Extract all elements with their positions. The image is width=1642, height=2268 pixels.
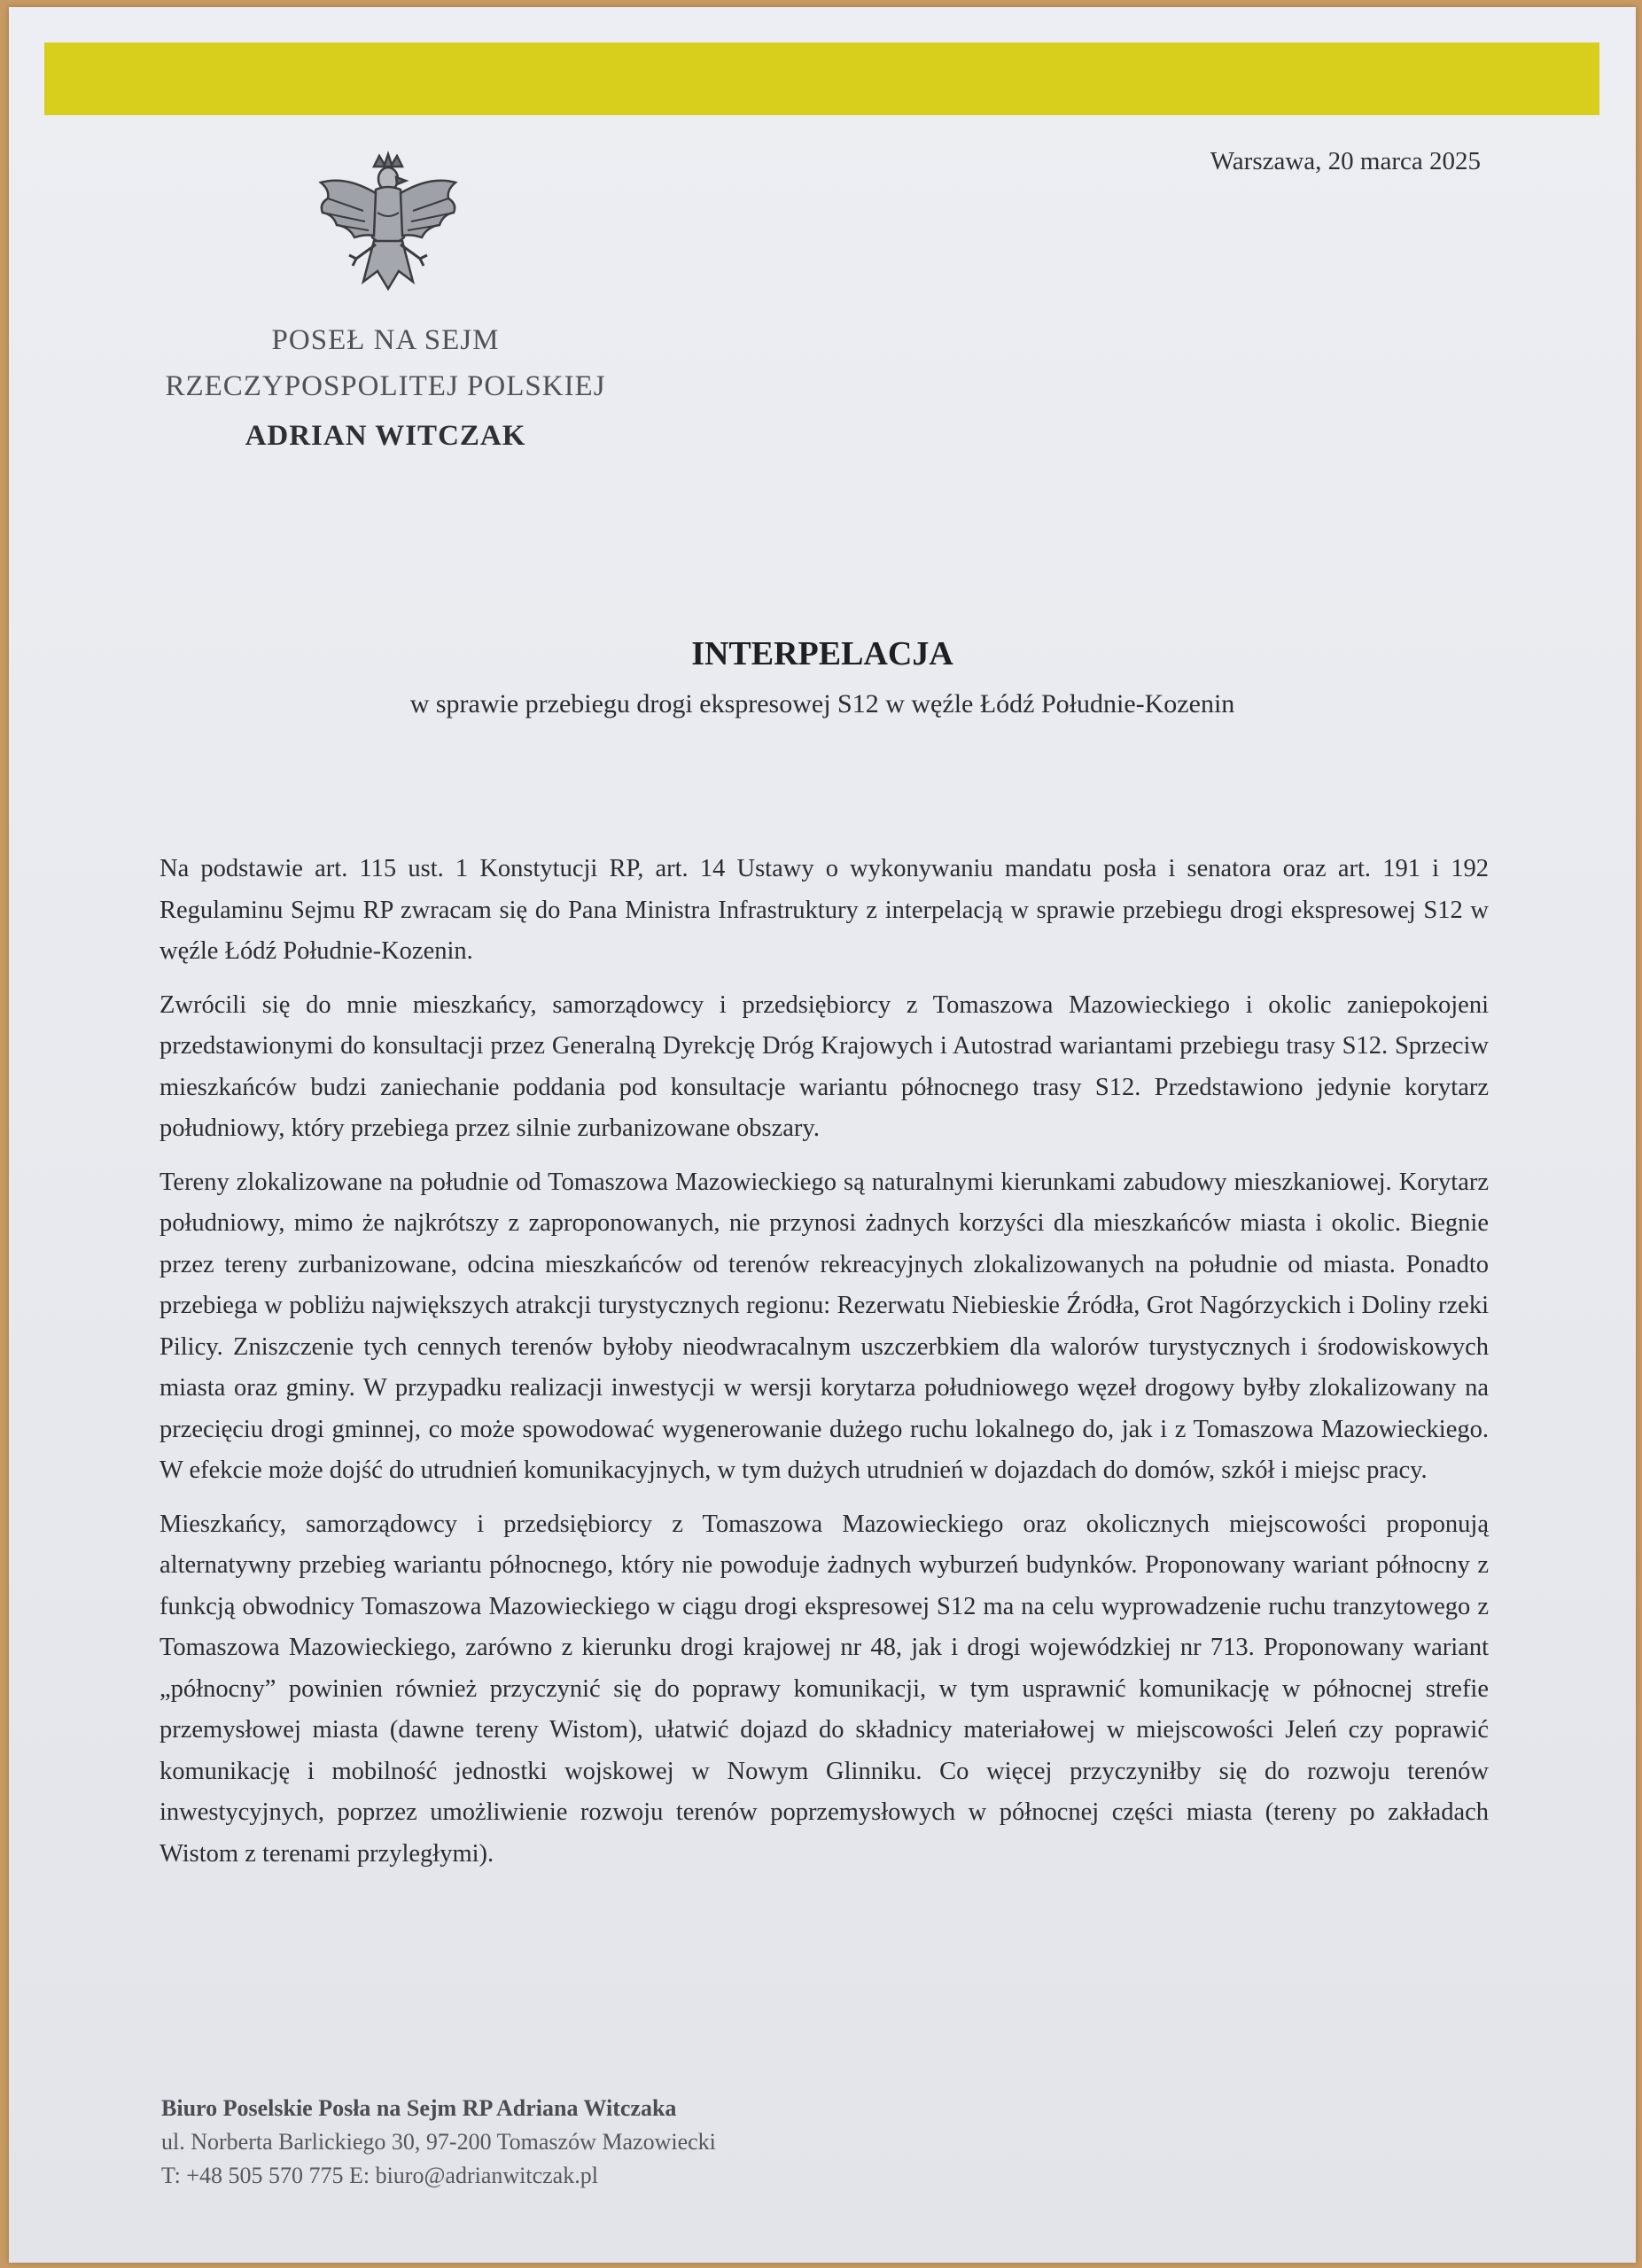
body-paragraph: Na podstawie art. 115 ust. 1 Konstytucji RP, art. 14 Ustawy o wykonywaniu mandatu posła i senatora oraz art. 191 i 192 Regulaminu Sejmu RP zwracam się do Pana Ministra Infrastruktury z interpelacją w sprawie przebiegu drogi ekspresowej S12 w węźle Łódź Południe-Kozenin.: [160, 855, 1489, 965]
footer-office-name: Biuro Poselskie Posła na Sejm RP Adriana Witczaka: [161, 2095, 677, 2121]
polish-eagle-emblem-icon: [310, 149, 465, 304]
issuer-block: [133, 317, 638, 462]
body-paragraph: Mieszkańcy, samorządowcy i przedsiębiorcy z Tomaszowa Mazowieckiego oraz okolicznych miejscowości proponują alternatywny przebieg wariantu północnego, który nie powoduje żadnych wyburzeń budynków. Proponowany wariant północny z funkcją obwodnicy Tomaszowa Mazowieckiego w ciągu drogi ekspresowej S12 ma na celu wyprowadzenie ruchu tranzytowego z Tomaszowa Mazowieckiego, zarówno z kierunku drogi krajowej nr 48, jak i drogi wojewódzkiej nr 713. Proponowany wariant „północny” powinien również przyczynić się do poprawy komunikacji, w tym usprawnić komunikację w północnej strefie przemysłowej miasta (dawne tereny Wistom), ułatwić dojazd do składnicy materiałowej w miejscowości Jeleń czy poprawić komunikację i mobilność jednostki wojskowej w Nowym Glinniku. Co więcej przyczyniłby się do rozwoju terenów inwestycyjnych, poprzez umożliwienie rozwoju terenów poprzemysłowych w północnej części miasta (tereny po zakładach Wistom z terenami przyległymi).: [160, 1510, 1489, 1868]
footer-contact: T: +48 505 570 775 E: biuro@adrianwitczak.pl: [161, 2163, 598, 2188]
issuer-name: ADRIAN WITCZAK: [245, 420, 526, 452]
footer-address: ul. Norberta Barlickiego 30, 97-200 Tomaszów Mazowiecki: [161, 2129, 716, 2155]
office-title-line2: RZECZYPOSPOLITEJ POLSKIEJ: [165, 370, 606, 402]
body-paragraph: Tereny zlokalizowane na południe od Tomaszowa Mazowieckiego są naturalnymi kierunkami zabudowy mieszkaniowej. Korytarz południowy, mimo że najkrótszy z zaproponowanych, nie przynosi żadnych korzyści dla mieszkańców miasta i okolic. Biegnie przez tereny zurbanizowane, odcina mieszkańców od terenów rekreacyjnych zlokalizowanych na południe od miasta. Ponadto przebiega w pobliżu największych atrakcji turystycznych regionu: Rezerwatu Niebieskie Źródła, Grot Nagórzyckich i Doliny rzeki Pilicy. Zniszczenie tych cennych terenów byłoby nieodwracalnym uszczerbkiem dla walorów turystycznych i środowiskowych miasta oraz gminy. W przypadku realizacji inwestycji w wersji korytarza południowego węzeł drogowy byłby zlokalizowany na przecięciu drogi gminnej, co może spowodować wygenerowanie dużego ruchu lokalnego do, jak i z Tomaszowa Mazowieckiego. W efekcie może dojść do utrudnień komunikacyjnych, w tym dużych utrudnień w dojazdach do domów, szkół i miejsc pracy.: [160, 1168, 1489, 1484]
office-title-line1: POSEŁ NA SEJM: [271, 324, 500, 356]
body-paragraph: Zwrócili się do mnie mieszkańcy, samorządowcy i przedsiębiorcy z Tomaszowa Mazowieckiego i okolic zaniepokojeni przedstawionymi do konsultacji przez Generalną Dyrekcję Dróg Krajowych i Autostrad wariantami przebiegu trasy S12. Sprzeciw mieszkańców budzi zaniechanie poddania pod konsultacje wariantu północnego trasy S12. Przedstawiono jedynie korytarz południowy, który przebiega przez silnie zurbanizowane obszary.: [160, 990, 1489, 1142]
office-footer: [161, 2092, 716, 2193]
header-band: [44, 43, 1599, 115]
document-subtitle: w sprawie przebiegu drogi ekspresowej S12 w węźle Łódź Południe-Kozenin: [409, 689, 1235, 718]
letter-page: [9, 7, 1636, 2263]
letter-date: Warszawa, 20 marca 2025: [1210, 147, 1481, 175]
document-title: INTERPELACJA: [691, 635, 953, 672]
letter-body: [160, 849, 1489, 1887]
